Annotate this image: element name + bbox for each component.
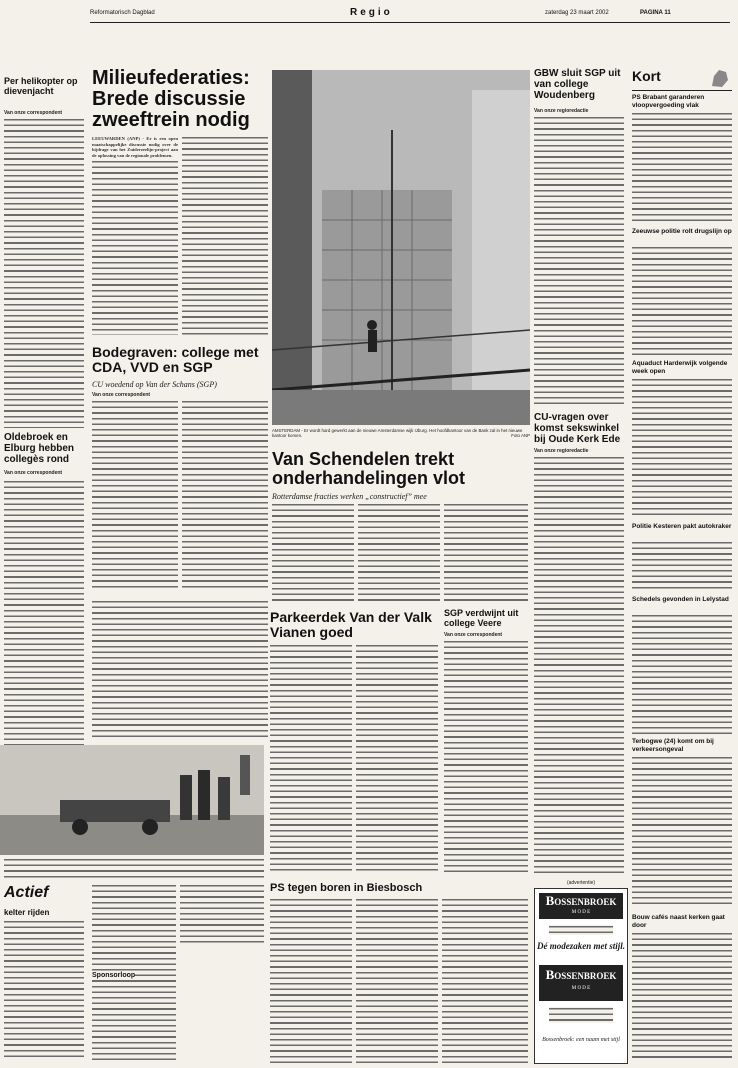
article-body [180,884,264,944]
article-body [444,640,528,874]
article-title: Oldebroek en Elburg hebben collegès rond [4,432,74,465]
kort-item-title: Bouw cafés naast kerken gaat door [632,914,725,929]
ad-label: (advertentie) [566,880,596,886]
ad-slogan: Dé modezaken met stijl. [537,941,625,951]
ad-address [549,1007,613,1023]
kort-item-body [632,378,732,518]
main-photo [272,70,530,425]
photo-caption [4,858,264,880]
headline-schendelen: Van Schendelen trekt onderhandelingen vlot [272,449,466,488]
article-body [358,503,440,603]
byline: Van onze correspondent [92,392,151,398]
article-body [4,118,84,428]
headline-milieu: Milieufederaties: Brede discussie zweeftrein nodig [92,67,250,131]
netherlands-map-icon [708,68,730,88]
photo-credit: Foto ANP [511,433,530,439]
article-title: kelter rijden [4,908,50,917]
ad-bottom-line: Bossenbroek: een naam met stijl [542,1037,620,1043]
kort-label: Kort [632,68,661,84]
byline: Van onze regioredactie [534,448,589,454]
actief-logo: Actief [4,884,49,901]
article-body [182,136,268,336]
kort-item-title: Terbogwe (24) komt om bij verkeersongeval [632,738,714,753]
article-body [534,116,624,406]
ad-box [534,888,628,1064]
milieu-lead: LEEUWARDEN (ANP) - Er is een open maatschappelijke discussie nodig over de bijdrage van het Zuiderzeelijn-project aan de oplossing van de regionale problemen. [92,136,178,158]
kort-item-title: PS Brabant garanderen vloopvergoeding vlak [632,94,705,109]
byline: Van onze correspondent [4,110,63,116]
byline: Van onze correspondent [4,470,63,476]
byline: Van onze correspondent [444,632,503,638]
page-number: PAGINA 11 [640,10,671,16]
ad-brand-name: Bossenbroek [545,893,617,908]
article-body [92,600,268,740]
article-body [272,503,354,603]
headline-cu-vragen: CU-vragen over komst sekswinkel bij Oude Kerk Ede [534,412,621,445]
construction-illustration [272,70,530,425]
headline-parkeerdek: Parkeerdek Van der Valk Vianen goed [270,609,432,640]
photo-illustration [0,745,264,855]
article-body [92,160,178,335]
ad-brand-top [539,893,623,919]
subheadline-bodegraven: CU woedend op Van der Schans (SGP) [92,380,217,389]
article-body [4,480,84,790]
kort-column [630,68,736,888]
article-body [356,644,438,874]
kort-item-title: Aquaduct Harderwijk volgende week open [632,360,728,375]
headline-bodegraven: Bodegraven: college met CDA, VVD en SGP [92,344,259,375]
kort-item-body [632,541,732,591]
headline-biesbosch: PS tegen boren in Biesbosch [270,882,423,894]
headline-gbw: GBW sluit SGP uit van college Woudenberg [534,68,621,101]
article-body [270,898,352,1063]
ad-brand-name: Bossenbroek [545,967,617,982]
kort-rule [632,90,732,91]
article-title: Per helikopter op dievenjacht [4,76,78,96]
article-body [182,400,268,590]
kort-item-title: Politie Kesteren pakt autokraker [632,523,732,530]
ad-brand-bottom [539,965,623,1001]
ad-brand-sub: M O D E [571,986,591,991]
kort-item-body [632,756,732,906]
kort-item-title: Schedels gevonden in Lelystad [632,596,729,603]
page-date: zaterdag 23 maart 2002 [545,10,609,16]
ad-address [549,925,613,935]
actief-block [0,884,88,1064]
caption-text: AMSTERDAM - Er wordt hard gewerkt aan de nieuwe Amsterdamse wijk IJburg. Het hoofdkantoor van de Bank zal in het nieuwe kantoor komen. [272,428,523,439]
kort-item-body [632,112,732,224]
article-body [270,644,352,874]
kort-item-body [632,932,732,1062]
section-title: Regio [350,7,393,18]
article-body [356,898,438,1063]
article-body [534,456,624,874]
article-body [4,920,84,1060]
advertisement [534,880,628,1065]
byline: Van onze regioredactie [534,108,589,114]
article-body [444,503,528,603]
main-photo-caption [272,428,530,444]
cart-photo [0,745,264,855]
headline-sgp-veere: SGP verdwijnt uit college Veere [444,608,519,628]
ad-brand-sub: M O D E [571,910,591,915]
article-body [442,898,528,1063]
kort-item-title: Zeeuwse politie rolt drugslijn op [632,228,732,235]
page-header [0,0,738,28]
kort-item-body [632,614,732,734]
subheadline-schendelen: Rotterdamse fracties werken „constructief” mee [272,492,427,501]
paper-name: Reformatorisch Dagblad [90,10,155,16]
kort-item-body [632,246,732,356]
header-rule [90,22,730,23]
article-title: Sponsorloop [92,972,136,979]
article-body [92,400,178,590]
